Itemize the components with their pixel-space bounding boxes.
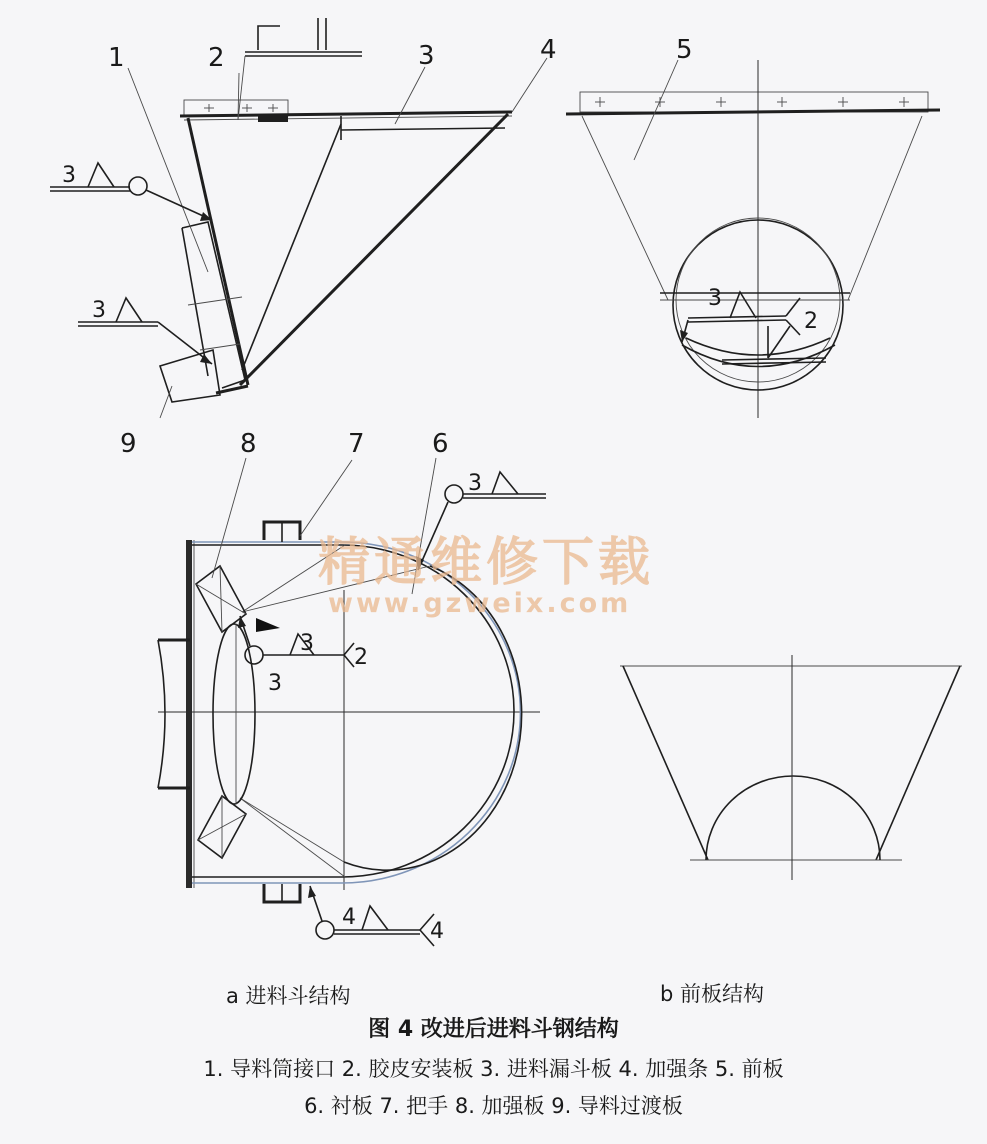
part-numbers [108, 35, 693, 459]
weld-label-c-right: 2 [354, 645, 368, 670]
view-d-development [620, 655, 962, 880]
subcaption-a: a 进料斗结构 [226, 984, 351, 1008]
reinforcement-plate-upper [196, 566, 246, 632]
part-label-9: 9 [120, 429, 137, 459]
weld-label-b-right: 2 [804, 309, 818, 334]
reinforcement-plate-lower [198, 796, 246, 858]
view-b-front [566, 60, 940, 418]
subcaption-b: b 前板结构 [660, 982, 765, 1006]
watermark-url: www.gzweix.com [328, 588, 632, 619]
part-label-4: 4 [540, 35, 557, 65]
leader-5 [634, 60, 678, 160]
part-label-1: 1 [108, 43, 125, 73]
weld-label-c-bottom-right: 4 [430, 919, 444, 944]
part-label-5: 5 [676, 35, 693, 65]
weld-label-c-mid: 3 [300, 631, 314, 656]
part-label-8: 8 [240, 429, 257, 459]
part-label-3: 3 [418, 41, 435, 71]
weld-label-c-bottom-left: 4 [342, 905, 356, 930]
weld-label-c-left: 3 [268, 671, 282, 696]
weld-label-b-left: 3 [708, 286, 722, 311]
part-label-2: 2 [208, 43, 225, 73]
part-label-6: 6 [432, 429, 449, 459]
weld-label-a-lower: 3 [92, 298, 106, 323]
legend-line-1: 1. 导料筒接口 2. 胶皮安装板 3. 进料漏斗板 4. 加强条 5. 前板 [203, 1057, 784, 1081]
view-a-leaders [128, 56, 547, 418]
watermark [318, 532, 654, 619]
legend-line-2: 6. 衬板 7. 把手 8. 加强板 9. 导料过渡板 [304, 1094, 683, 1118]
watermark-text: 精通维修下载 [318, 532, 655, 593]
part-label-7: 7 [348, 429, 365, 459]
view-a-side [160, 18, 512, 402]
weld-label-c-top: 3 [468, 471, 482, 496]
weld-label-a-upper: 3 [62, 163, 76, 188]
figure-title: 图 4 改进后进料斗钢结构 [368, 1017, 619, 1042]
